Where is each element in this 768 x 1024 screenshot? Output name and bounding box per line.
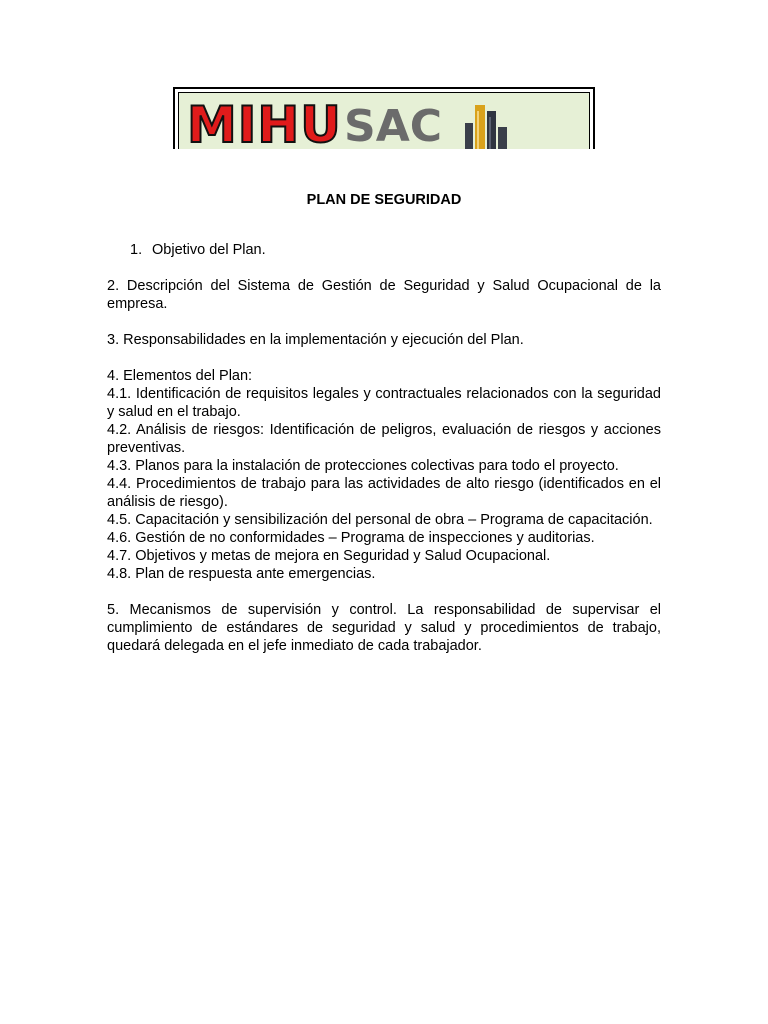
subitem-4-3: 4.3. Planos para la instalación de protecciones colectivas para todo el proyecto. bbox=[107, 458, 619, 474]
subitem-4-8: 4.8. Plan de respuesta ante emergencias. bbox=[107, 566, 376, 582]
logo-background bbox=[178, 92, 590, 149]
subitem-4-4: 4.4. Procedimientos de trabajo para las actividades de alto riesgo (identificados en el análisis de riesgo). bbox=[107, 476, 661, 510]
subitem-4-2: 4.2. Análisis de riesgos: Identificación de peligros, evaluación de riesgos y acciones preventivas. bbox=[107, 422, 661, 456]
company-logo bbox=[173, 87, 595, 149]
subitem-4-1: 4.1. Identificación de requisitos legales y contractuales relacionados con la seguridad y salud en el trabajo. bbox=[107, 386, 661, 420]
paragraph-item-5: 5. Mecanismos de supervisión y control. La responsabilidad de supervisar el cumplimiento de estándares de seguridad y salud y procedimientos de trabajo, quedará delegada en el jefe inmediato de cada trabajador. bbox=[107, 602, 661, 654]
section-elements bbox=[107, 367, 661, 583]
document-body bbox=[107, 241, 661, 673]
subitem-4-7: 4.7. Objetivos y metas de mejora en Seguridad y Salud Ocupacional. bbox=[107, 548, 551, 564]
logo-text-sac: SAC bbox=[344, 101, 443, 149]
paragraph-item-3: 3. Responsabilidades en la implementación y ejecución del Plan. bbox=[107, 332, 524, 348]
section-heading: 4. Elementos del Plan: bbox=[107, 368, 253, 384]
building-icon bbox=[459, 101, 519, 149]
list-item-objective bbox=[107, 241, 661, 259]
paragraph-item-2: 2. Descripción del Sistema de Gestión de Seguridad y Salud Ocupacional de la empresa. bbox=[107, 278, 661, 312]
subitem-4-6: 4.6. Gestión de no conformidades – Programa de inspecciones y auditorias. bbox=[107, 530, 595, 546]
list-number: 1. bbox=[130, 242, 143, 258]
document-title: PLAN DE SEGURIDAD bbox=[306, 192, 462, 208]
logo-text-mihu: MIHU bbox=[187, 96, 342, 149]
list-text: Objetivo del Plan. bbox=[152, 242, 266, 258]
subitem-4-5: 4.5. Capacitación y sensibilización del personal de obra – Programa de capacitación. bbox=[107, 512, 653, 528]
